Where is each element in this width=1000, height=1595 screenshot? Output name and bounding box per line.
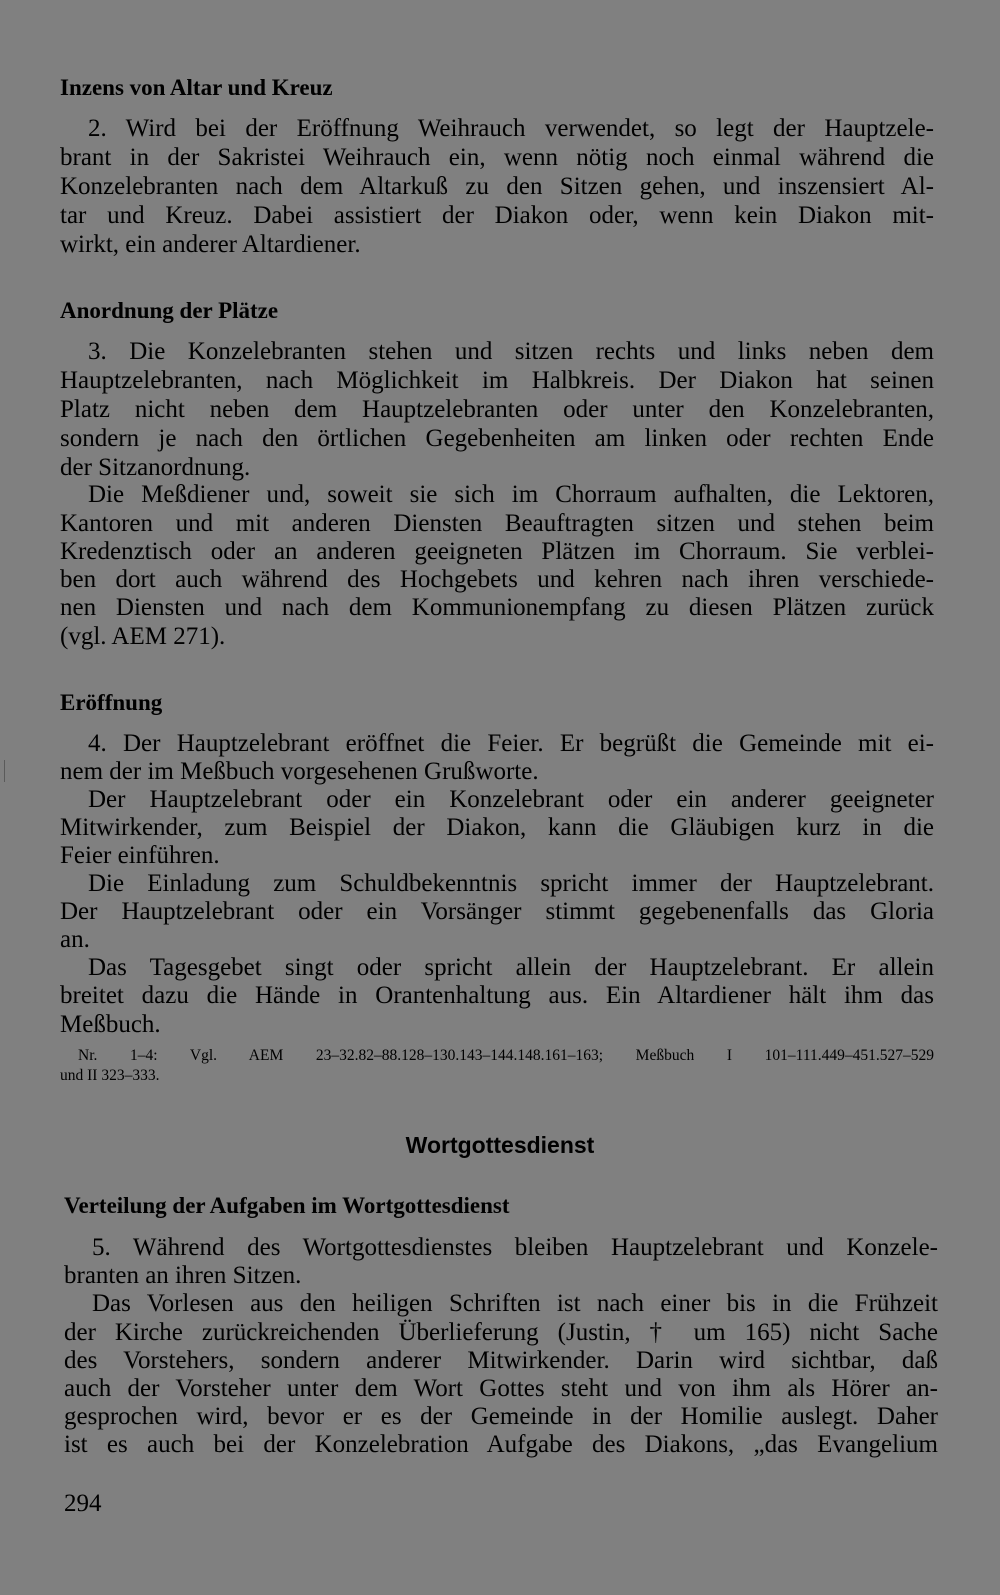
heading-eroeffnung: Eröffnung — [60, 690, 163, 715]
heading-anordnung: Anordnung der Plätze — [60, 298, 279, 323]
text-line: 2. Wird bei der Eröffnung Weihrauch verwendet, so legt der Hauptzele- — [88, 115, 934, 142]
text-line: (vgl. AEM 271). — [60, 623, 226, 650]
text-line: Konzelebranten nach dem Altarkuß zu den Sitzen gehen, und inszensiert Al- — [60, 173, 934, 200]
text-line: Platz nicht neben dem Hauptzelebranten oder unter den Konzelebranten, — [60, 396, 934, 423]
text-line: Kantoren und mit anderen Diensten Beauftragten sitzen und stehen beim — [60, 510, 934, 537]
text-line: an. — [60, 926, 90, 953]
text-line: nen Diensten und nach dem Kommunionempfang zu diesen Plätzen zurück — [60, 594, 934, 621]
text-line: branten an ihren Sitzen. — [64, 1262, 302, 1289]
scan-artifact — [4, 760, 5, 782]
text-line: Hauptzelebranten, nach Möglichkeit im Halbkreis. Der Diakon hat seinen — [60, 367, 934, 394]
text-line: 3. Die Konzelebranten stehen und sitzen rechts und links neben dem — [88, 338, 934, 365]
text-line: der Kirche zurückreichenden Überlieferung (Justin, † um 165) nicht Sache — [64, 1319, 938, 1346]
text-line: Die Meßdiener und, soweit sie sich im Chorraum aufhalten, die Lektoren, — [88, 481, 934, 508]
text-line: wirkt, ein anderer Altardiener. — [60, 231, 361, 258]
text-line: tar und Kreuz. Dabei assistiert der Diakon oder, wenn kein Diakon mit- — [60, 202, 934, 229]
page-number: 294 — [64, 1490, 102, 1517]
text-line: der Sitzanordnung. — [60, 454, 251, 481]
text-line: Das Vorlesen aus den heiligen Schriften ist nach einer bis in die Frühzeit — [92, 1290, 938, 1317]
text-line: ist es auch bei der Konzelebration Aufgabe des Diakons, „das Evangelium — [64, 1431, 938, 1458]
text-line: auch der Vorsteher unter dem Wort Gottes steht und von ihm als Hörer an- — [64, 1375, 938, 1402]
heading-verteilung: Verteilung der Aufgaben im Wortgottesdienst — [64, 1193, 510, 1218]
text-line: breitet dazu die Hände in Orantenhaltung aus. Ein Altardiener hält ihm das — [60, 982, 934, 1009]
footnote-reference: Nr. 1–4: Vgl. AEM 23–32.82–88.128–130.143–144.148.161–163; Meßbuch I 101–111.449–451.527–529 — [78, 1047, 934, 1064]
text-line: Der Hauptzelebrant oder ein Vorsänger stimmt gegebenenfalls das Gloria — [60, 898, 934, 925]
footnote-reference: und II 323–333. — [60, 1067, 160, 1084]
text-line: gesprochen wird, bevor er es der Gemeinde in der Homilie auslegt. Daher — [64, 1403, 938, 1430]
text-line: sondern je nach den örtlichen Gegebenheiten am linken oder rechten Ende — [60, 425, 934, 452]
text-line: Die Einladung zum Schuldbekenntnis spricht immer der Hauptzelebrant. — [88, 870, 934, 897]
text-line: nem der im Meßbuch vorgesehenen Grußworte. — [60, 758, 539, 785]
text-line: ben dort auch während des Hochgebets und kehren nach ihren verschiede- — [60, 566, 934, 593]
text-line: 5. Während des Wortgottesdienstes bleiben Hauptzelebrant und Konzele- — [92, 1234, 938, 1261]
text-line: des Vorstehers, sondern anderer Mitwirkender. Darin wird sichtbar, daß — [64, 1347, 938, 1374]
text-line: Der Hauptzelebrant oder ein Konzelebrant oder ein anderer geeigneter — [88, 786, 934, 813]
text-line: Kredenztisch oder an anderen geeigneten Plätzen im Chorraum. Sie verblei- — [60, 538, 934, 565]
text-line: brant in der Sakristei Weihrauch ein, wenn nötig noch einmal während die — [60, 144, 934, 171]
text-line: 4. Der Hauptzelebrant eröffnet die Feier. Er begrüßt die Gemeinde mit ei- — [88, 730, 934, 757]
heading-inzens: Inzens von Altar und Kreuz — [60, 75, 333, 100]
text-line: Das Tagesgebet singt oder spricht allein der Hauptzelebrant. Er allein — [88, 954, 934, 981]
text-line: Feier einführen. — [60, 842, 220, 869]
part-title: Wortgottesdienst — [405, 1132, 595, 1158]
text-line: Meßbuch. — [60, 1011, 161, 1038]
text-line: Mitwirkender, zum Beispiel der Diakon, kann die Gläubigen kurz in die — [60, 814, 934, 841]
